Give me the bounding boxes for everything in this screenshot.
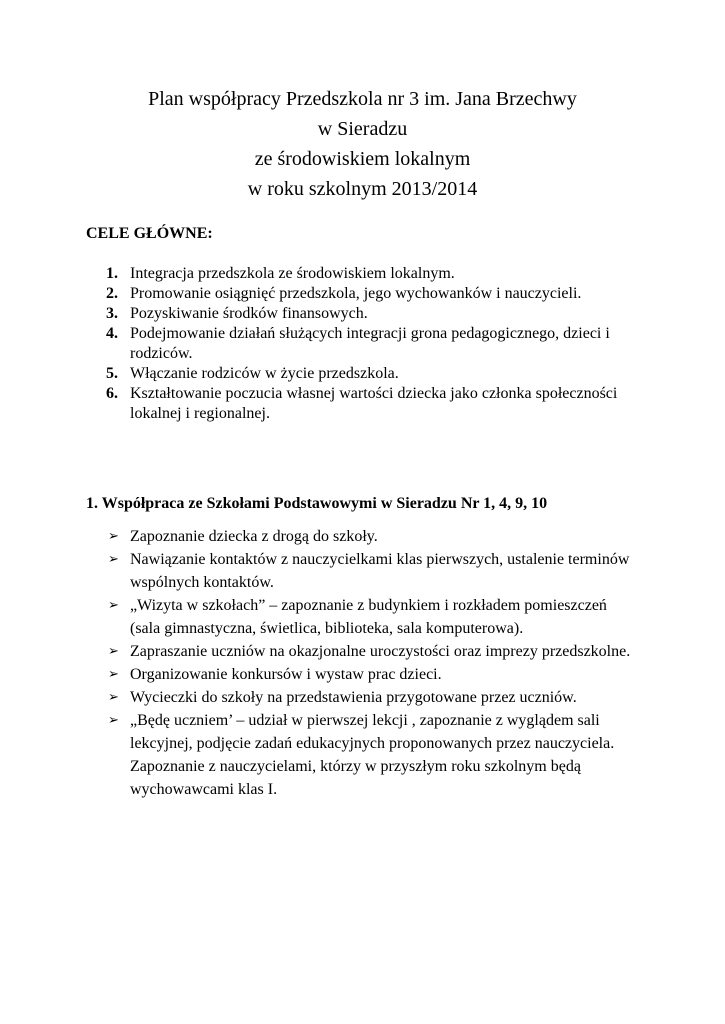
arrow-bullet-icon: ➢ <box>108 690 119 705</box>
goal-text: Podejmowanie działań służących integracji grona pedagogicznego, dzieci i rodziców. <box>130 325 610 362</box>
goal-item <box>100 304 660 324</box>
goal-text: Włączanie rodziców w życie przedszkola. <box>130 365 399 382</box>
list-item-text: Organizowanie konkursów i wystaw prac dzieci. <box>130 666 442 683</box>
goal-text: Promowanie osiągnięć przedszkola, jego wychowanków i nauczycieli. <box>130 285 582 302</box>
goal-number: 4. <box>106 325 118 342</box>
title-line-1: Plan współpracy Przedszkola nr 3 im. Jana Brzechwy <box>148 88 577 110</box>
goal-item <box>100 364 660 384</box>
list-item <box>108 548 638 594</box>
title-line-4: w roku szkolnym 2013/2014 <box>247 178 478 200</box>
list-item <box>108 594 638 640</box>
section-1-list <box>108 525 638 801</box>
goal-number: 1. <box>106 265 118 282</box>
list-item-text: „Będę uczniem’ – udział w pierwszej lekcji , zapoznanie z wyglądem sali lekcyjnej, podjęcie zadań edukacyjnych proponowanych przez nauczyciela. Zapoznanie z nauczycielami, którzy w przyszłym roku szkolnym będą wychowawcami klas I. <box>130 712 615 798</box>
arrow-bullet-icon: ➢ <box>108 598 119 613</box>
title-line-2: w Sieradzu <box>317 118 408 140</box>
goal-item <box>100 384 660 424</box>
list-item-text: Wycieczki do szkoły na przedstawienia przygotowane przez uczniów. <box>130 689 577 706</box>
arrow-bullet-icon: ➢ <box>108 552 119 567</box>
goals-list <box>100 264 660 424</box>
goal-text: Pozyskiwanie środków finansowych. <box>130 305 368 322</box>
arrow-bullet-icon: ➢ <box>108 644 119 659</box>
list-item-text: „Wizyta w szkołach” – zapoznanie z budynkiem i rozkładem pomieszczeń (sala gimnastyczna, świetlica, biblioteka, sala komputerowa). <box>130 597 607 637</box>
goal-number: 3. <box>106 305 118 322</box>
section-1-heading: 1. Współpraca ze Szkołami Podstawowymi w Sieradzu Nr 1, 4, 9, 10 <box>86 495 548 512</box>
list-item <box>108 525 638 548</box>
document-title <box>0 84 725 204</box>
goal-number: 5. <box>106 365 118 382</box>
goal-number: 6. <box>106 385 118 402</box>
list-item <box>108 709 638 801</box>
list-item <box>108 640 638 663</box>
list-item <box>108 686 638 709</box>
goal-text: Kształtowanie poczucia własnej wartości dziecka jako członka społeczności lokalnej i regionalnej. <box>130 385 618 422</box>
goal-item <box>100 264 660 284</box>
goal-text: Integracja przedszkola ze środowiskiem lokalnym. <box>130 265 455 282</box>
list-item-text: Zapoznanie dziecka z drogą do szkoły. <box>130 528 378 545</box>
arrow-bullet-icon: ➢ <box>108 529 119 544</box>
arrow-bullet-icon: ➢ <box>108 713 119 728</box>
list-item <box>108 663 638 686</box>
list-item-text: Nawiązanie kontaktów z nauczycielkami klas pierwszych, ustalenie terminów wspólnych kontaktów. <box>130 551 630 591</box>
title-line-3: ze środowiskiem lokalnym <box>254 148 471 170</box>
goal-item <box>100 324 660 364</box>
list-item-text: Zapraszanie uczniów na okazjonalne uroczystości oraz imprezy przedszkolne. <box>130 643 631 660</box>
arrow-bullet-icon: ➢ <box>108 667 119 682</box>
goal-number: 2. <box>106 285 118 302</box>
goals-heading: CELE GŁÓWNE: <box>86 225 213 242</box>
goal-item <box>100 284 660 304</box>
